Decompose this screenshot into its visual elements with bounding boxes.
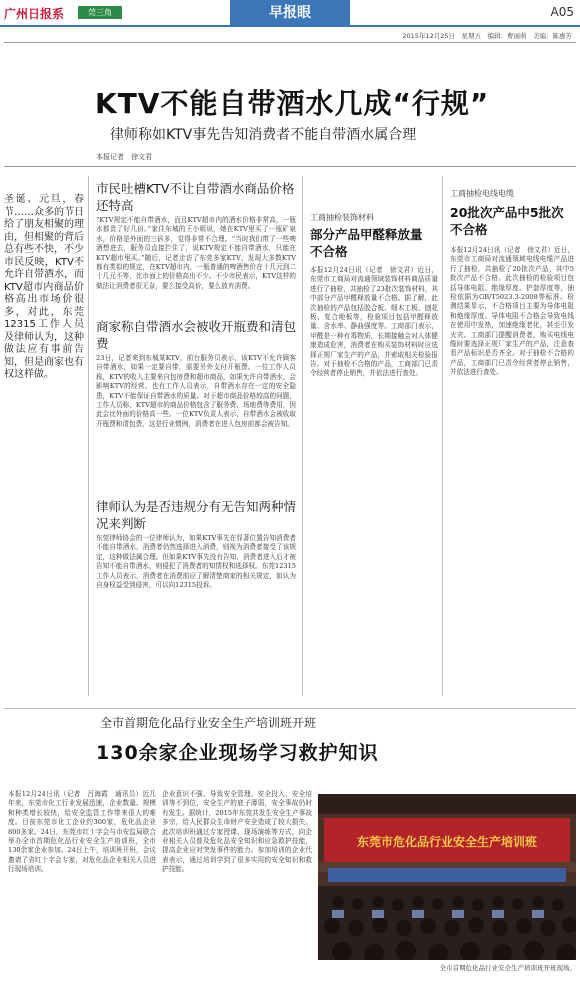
top-rule	[4, 42, 576, 43]
story-e-heading: 20批次产品中5批次不合格	[450, 205, 564, 237]
story-a-heading: 市民吐槽KTV不让自带酒水商品价格还特高	[96, 181, 295, 213]
bottom-headline: 130余家企业现场学习救护知识	[96, 742, 379, 764]
masthead-rule	[0, 25, 580, 27]
page-number: A05	[550, 5, 574, 19]
bottom-kicker: 全市首期危化品行业安全生产培训班开班	[100, 716, 317, 730]
training-photo-image	[318, 794, 576, 960]
story-d-kicker: 工商抽检装饰材料	[310, 213, 374, 222]
newspaper-logo: 广州日报系	[4, 7, 65, 21]
story-b-body: 23日，记者来到东城某KTV，前台服务员表示，该KTV不允许顾客自带酒水，如果一定要自带，需要另外支付开瓶费。一位工作人员称，KTV的收入主要来自包房费和超市商品，如果允许自带酒水，会影响KTV的经营。也有工作人员表示，自带酒水存在一定的安全隐患，KTV不能保证自带酒水的质量。对于超市商品价格较高的问题，工作人员称，KTV超市的商品价格包含了服务费、场地费等费用，因此会比外面的价格高一些。一位KTV负责人表示，自带酒水会被收取开瓶费和清包费，这是行业惯例，消费者在进入包房前都会被告知。	[96, 354, 296, 428]
column-divider	[88, 176, 89, 696]
story-d-body: 本报12月24日讯（记者 徐文君）近日，东莞市工商局对流通领域装饰材料商品质量进行了抽检，共抽检了23批次装饰材料，其中部分产品甲醛释放量不合格。据了解，此次抽检的产品包括胶合板、细木工板、刨花板、复合地板等，检验项目包括甲醛释放量、含水率、静曲强度等。工商部门表示，甲醛是一种有毒物质，长期接触会对人体健康造成危害，消费者在购买装饰材料时应选择正规厂家生产的产品，并索取相关检验报告。对于抽检不合格的产品，工商部门已责令经营者停止销售，并依法进行查处。	[310, 266, 438, 378]
column-divider	[302, 176, 303, 696]
story-a-body: “KTV规定不能自带酒水，而且KTV超市内的酒水价格非常高，一瓶水都贵了好几倍。”家住东城的王小姐说，她在KTV里买了一瓶矿泉水，价格是外面的三倍多，觉得非常不合理。“当时我们带了一些啤酒想进去，服务员直接拦住了，说KTV规定不能自带酒水，只能在KTV超市里买。”随后，记者走访了东莞多家KTV，发现大多数KTV都有类似的规定，在KTV超市内，一瓶普通的啤酒售价在十几元到二十几元不等，比市面上的价格高出不少。不少市民表示，KTV这样的做法让消费者很无奈，要么接受高价，要么放弃消费。	[96, 216, 296, 290]
lead-summary: 圣诞、元旦，春节……众多的节日给了朋友相聚的理由，但相聚的背后总有些不快，不少市民反映，KTV不允许自带酒水，而KTV超市内商品价格高出市场价很多，对此，东莞12315工作人员及律师认为，这种做法应有事前告知，但是商家也有权这样做。	[4, 194, 84, 380]
story-c-body: 东莞律师协会的一位律师认为，如果KTV事先在显著位置告知消费者不能自带酒水，消费者仍然选择进入消费，则视为消费者接受了该规定，这种做法属合理。但如果KTV事先没有告知，消费者进入后才被告知不能自带酒水，则侵犯了消费者的知情权和选择权。东莞12315工作人员表示，消费者在消费前应了解清楚商家的相关规定，如认为自身权益受到侵害，可以向12315投诉。	[96, 534, 296, 590]
main-byline: 本报记者 徐文君	[96, 153, 152, 161]
dateline: 2015年12月25日 星期五 编辑：曹丽萌 美编：陈惠芳	[402, 32, 572, 40]
story-d-heading: 部分产品甲醛释放量不合格	[310, 227, 423, 259]
training-photo	[318, 794, 576, 960]
bottom-col2-body: 企业意识不强、导致安全管理、安全投入、安全培训等不到位，安全生产的底子薄弱，安全事故仍时有发生。据统计，2015年东莞共发生安全生产事故多宗，给人民群众生命财产安全造成了较大损失。此次培训班通过专家授课、现场演练等方式，向企业相关人员普及危化品安全知识和应急救护技能，提高企业应对突发事件的能力。参加培训的企业代表表示，通过培训学到了很多实用的安全知识和救护技能。	[162, 790, 312, 874]
photo-caption: 全市首期危化品行业安全生产培训班开班现场。	[439, 964, 576, 972]
story-c-heading: 律师认为是否违规分有无告知两种情况来判断	[96, 499, 297, 531]
section-title: 早报眼	[230, 0, 350, 26]
masthead	[0, 0, 580, 26]
column-divider	[442, 176, 443, 696]
main-subheadline: 律师称如KTV事先告知消费者不能自带酒水属合理	[110, 127, 417, 143]
story-b-heading: 商家称自带酒水会被收开瓶费和清包费	[96, 319, 297, 351]
headline-rule	[4, 166, 576, 167]
edition-badge: 莞三角	[78, 6, 122, 19]
story-e-kicker: 工商抽检电线电缆	[450, 189, 514, 198]
story-e-body: 本报12月24日讯（记者 徐文君）近日，东莞市工商局对流通领域电线电缆产品进行了抽检，共抽检了20批次产品，其中5批次产品不合格。此次抽检的检验项目包括导体电阻、绝缘厚度、护套厚度等，抽检依据为GB/T5023.3-2008等标准。检测结果显示，不合格项目主要为导体电阻和绝缘厚度。导体电阻不合格会导致电线在使用中发热，加速绝缘老化，甚至引发火灾。工商部门提醒消费者，购买电线电缆时要选择正规厂家生产的产品，注意查看产品标识是否齐全。对于抽检不合格的产品，工商部门已责令经营者停止销售，并依法进行查处。	[450, 246, 574, 377]
photo-banner-text: 东莞市危化品行业安全生产培训班	[356, 835, 538, 849]
main-headline: KTV不能自带酒水几成“行规”	[95, 87, 490, 120]
bottom-col1-body: 本报12月24日讯（记者 吕海霞 通讯员）近几年来，东莞市化工行业发展迅速，企业数量、规模和种类增长较快，给安全监管工作带来很大的难度。目前东莞市化工企业约300家，危化品企业800多家。24日，东莞市红十字会与市安监局联合举办全市首期危化品行业安全生产培训班，全市130余家企业参加。24日上午，培训班开班，会议邀请了省红十字会专家，对危化品企业相关人员进行现场培训。	[8, 790, 156, 874]
